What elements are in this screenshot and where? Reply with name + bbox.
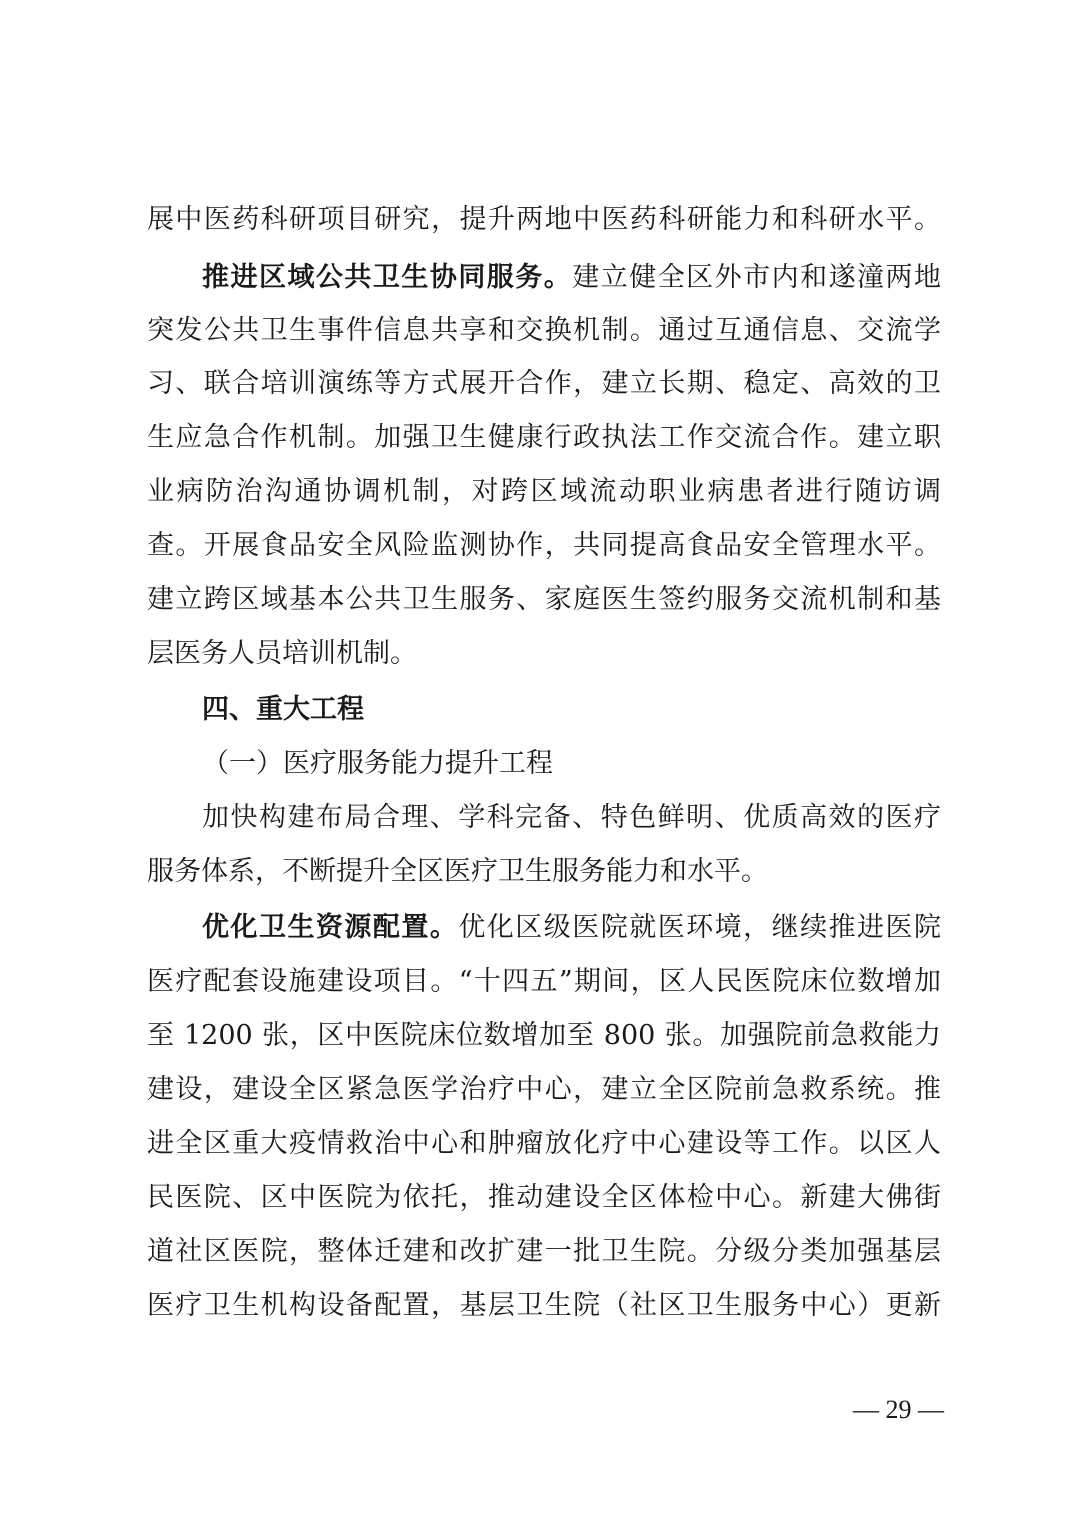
paragraph-line: 习、联合培训演练等方式展开合作，建立长期、稳定、高效的卫 — [147, 368, 941, 399]
paragraph-line: 突发公共卫生事件信息共享和交换机制。通过互通信息、交流学 — [147, 315, 941, 346]
paragraph-line: 民医院、区中医院为依托，推动建设全区体检中心。新建大佛街 — [147, 1182, 941, 1213]
page-number: — 29 — — [853, 1395, 944, 1424]
paragraph-heading: 优化卫生资源配置。 — [202, 912, 459, 943]
paragraph-line: 至 1200 张，区中医院床位数增加至 800 张。加强院前急救能力 — [147, 1020, 941, 1051]
paragraph-line — [202, 258, 941, 298]
paragraph-line: 业病防治沟通协调机制，对跨区域流动职业病患者进行随访调 — [147, 476, 941, 507]
paragraph-heading: 推进区域公共卫生协同服务。 — [202, 262, 573, 293]
paragraph-line: 医疗卫生机构设备配置，基层卫生院（社区卫生服务中心）更新 — [147, 1290, 941, 1321]
paragraph-text: 优化区级医院就医环境，继续推进医院 — [458, 912, 941, 943]
paragraph-line: 建设，建设全区紧急医学治疗中心，建立全区院前急救系统。推 — [147, 1074, 941, 1105]
paragraph-line: 展中医药科研项目研究，提升两地中医药科研能力和科研水平。 — [147, 204, 941, 235]
paragraph-line: 查。开展食品安全风险监测协作，共同提高食品安全管理水平。 — [147, 530, 941, 561]
paragraph-line: 层医务人员培训机制。 — [147, 638, 417, 669]
subsection-heading: （一）医疗服务能力提升工程 — [202, 748, 553, 779]
paragraph-line — [202, 908, 941, 948]
paragraph-line: 生应急合作机制。加强卫生健康行政执法工作交流合作。建立职 — [147, 422, 941, 453]
paragraph-line: 医疗配套设施建设项目。“十四五”期间，区人民医院床位数增加 — [147, 966, 941, 997]
paragraph-line: 建立跨区域基本公共卫生服务、家庭医生签约服务交流机制和基 — [147, 584, 941, 615]
paragraph-text: 建立健全区外市内和遂潼两地 — [572, 262, 941, 293]
paragraph-line: 服务体系，不断提升全区医疗卫生服务能力和水平。 — [147, 856, 768, 887]
paragraph-line: 道社区医院，整体迁建和改扩建一批卫生院。分级分类加强基层 — [147, 1236, 941, 1267]
paragraph-line: 进全区重大疫情救治中心和肿瘤放化疗中心建设等工作。以区人 — [147, 1128, 941, 1159]
paragraph-line: 加快构建布局合理、学科完备、特色鲜明、优质高效的医疗 — [202, 802, 941, 833]
section-heading: 四、重大工程 — [202, 694, 364, 725]
